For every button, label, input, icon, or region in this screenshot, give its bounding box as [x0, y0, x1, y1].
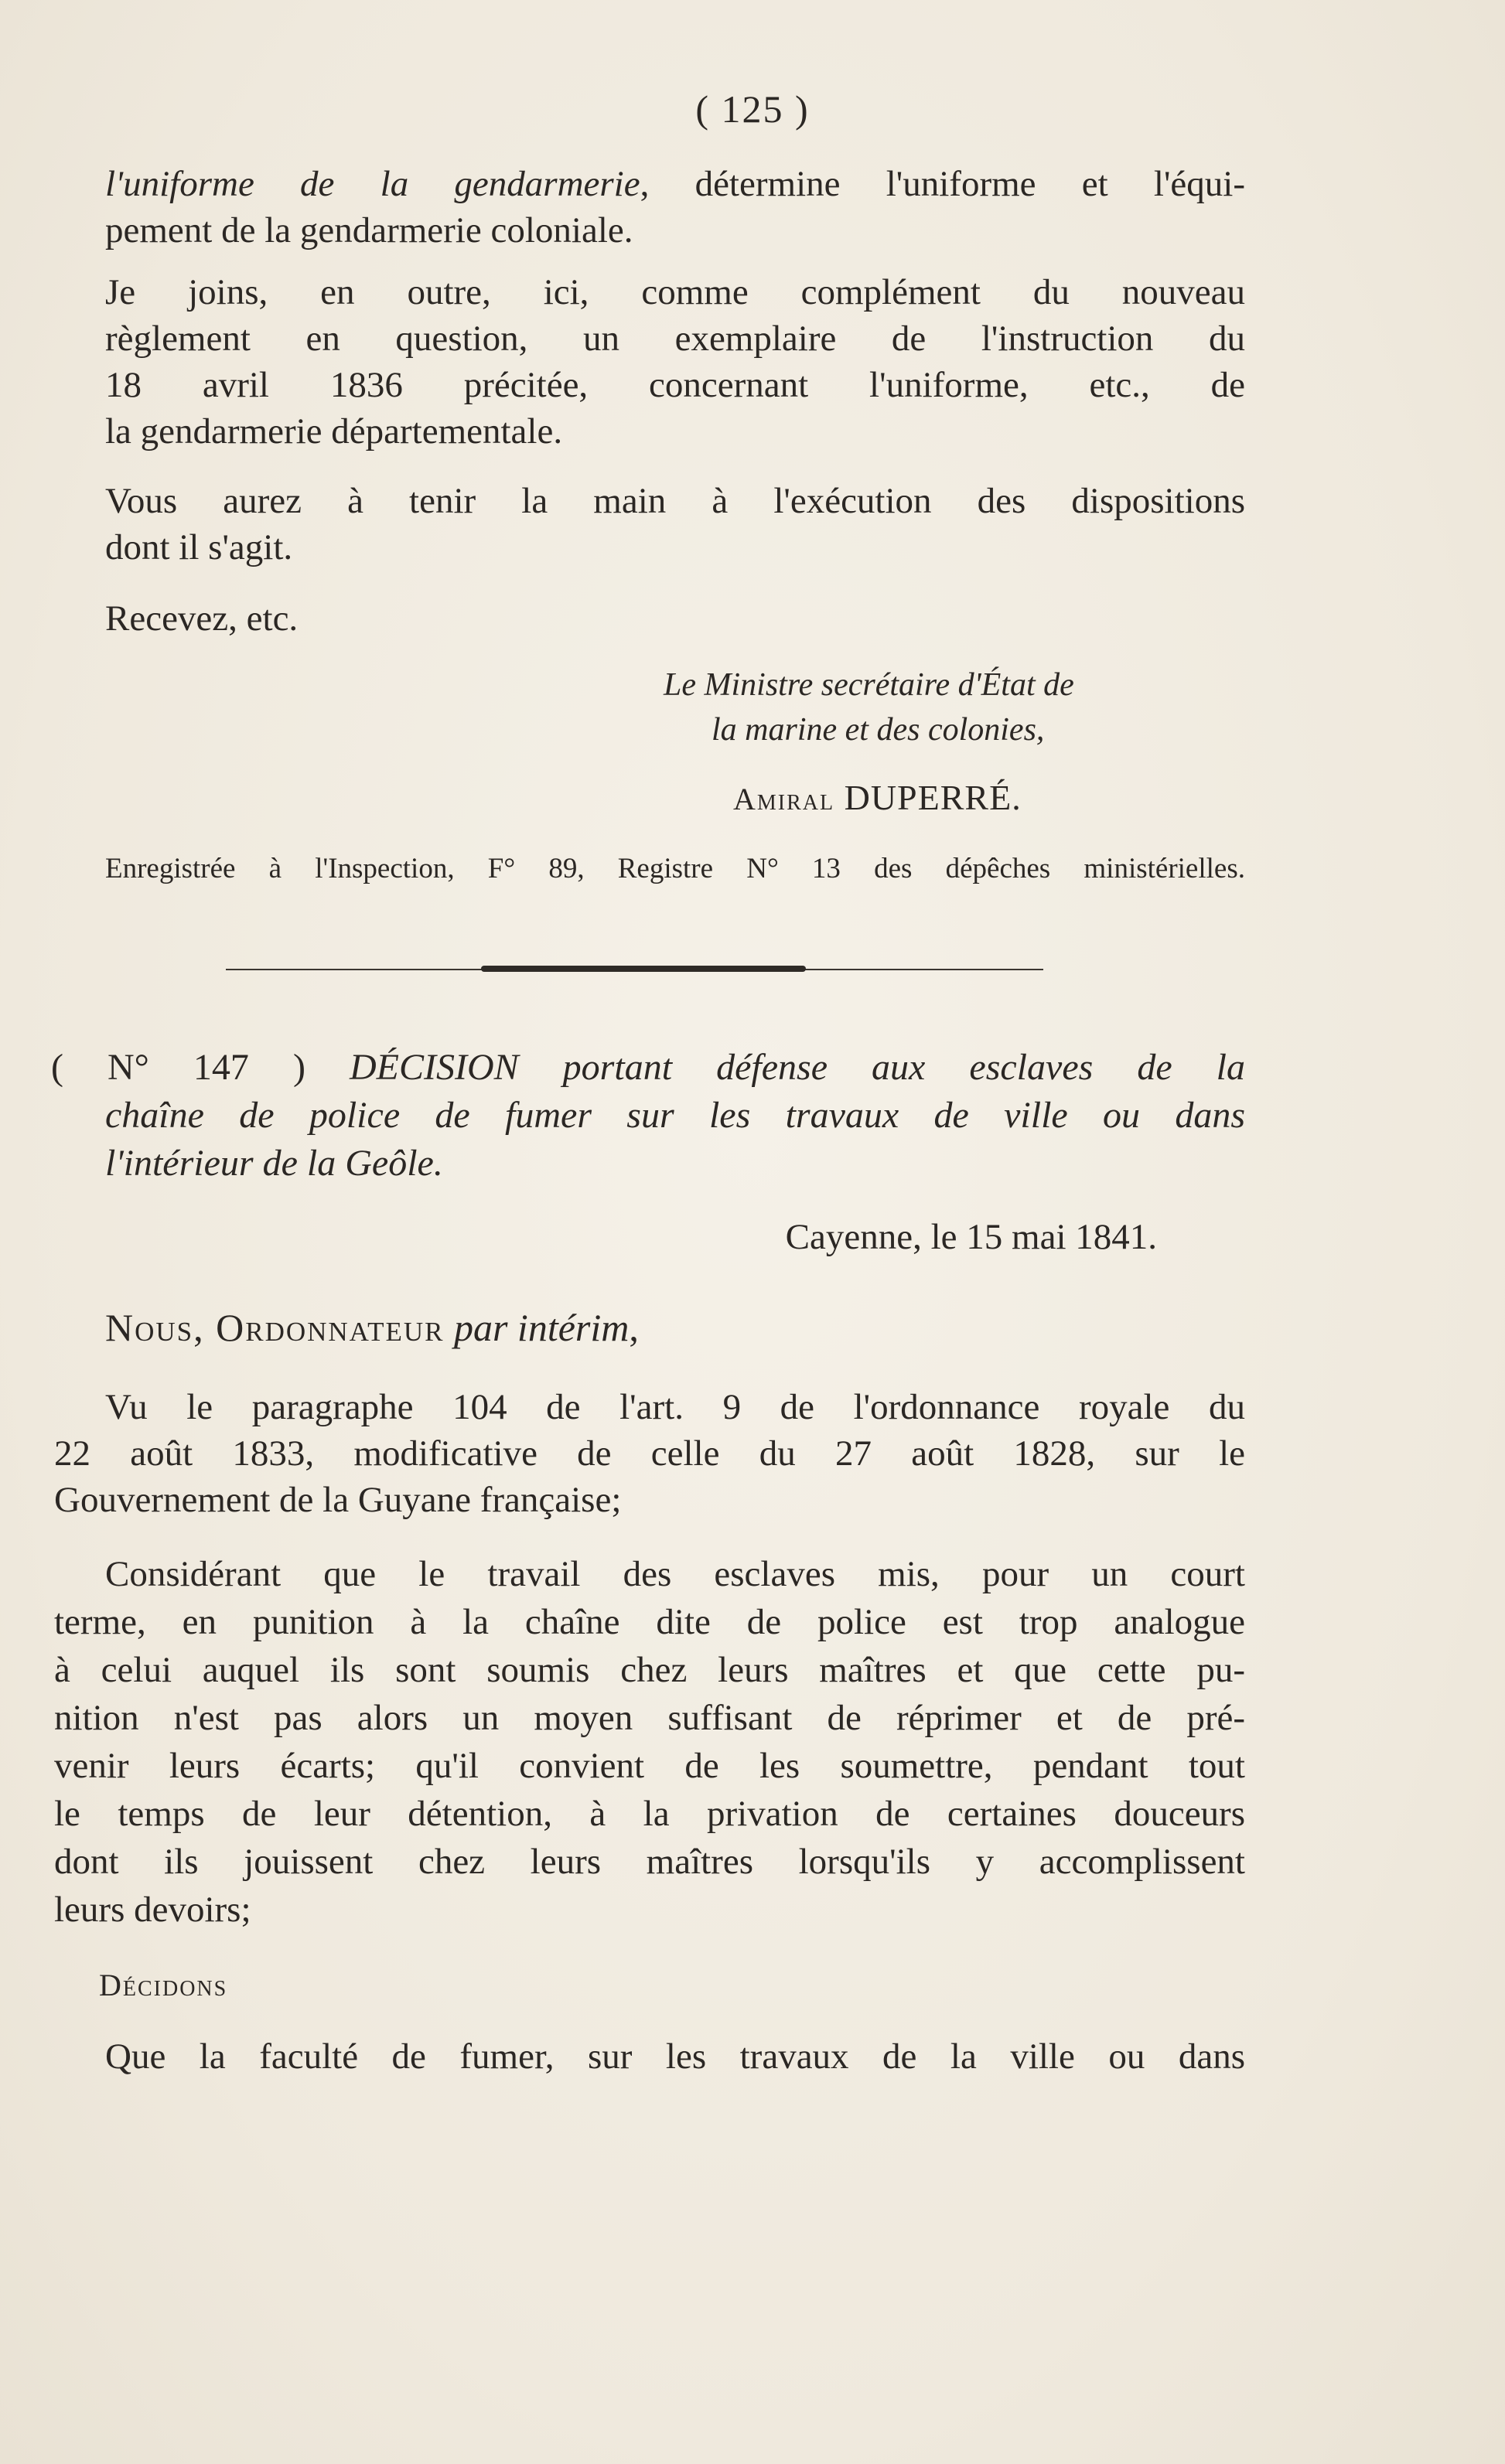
text-line: Gouvernement de la Guyane française;	[54, 1480, 622, 1520]
text-line: nition n'est pas alors un moyen suffisant de réprimer et de pré-	[54, 1698, 1245, 1738]
text-line: à celui auquel ils sont soumis chez leurs maîtres et que cette pu-	[54, 1650, 1245, 1690]
text-line: Que la faculté de fumer, sur les travaux de la ville ou dans	[105, 2036, 1245, 2077]
decision-title: DÉCISION portant défense aux esclaves de la	[350, 1047, 1246, 1088]
text-line: Considérant que le travail des esclaves mis, pour un court	[105, 1554, 1245, 1594]
text-line: terme, en punition à la chaîne dite de police est trop analogue	[54, 1602, 1245, 1642]
italic-title: l'uniforme de la gendarmerie	[105, 164, 640, 204]
text-line: 22 août 1833, modificative de celle du 27 août 1828, sur le	[54, 1433, 1245, 1474]
section-divider	[226, 968, 1043, 971]
decidons-heading: Décidons	[99, 1968, 228, 2002]
dateline: Cayenne, le 15 mai 1841.	[785, 1217, 1157, 1257]
registration-note: Enregistrée à l'Inspection, F° 89, Registre N° 13 des dépêches ministérielles.	[105, 853, 1245, 884]
decision-heading-line-3: l'intérieur de la Geôle.	[105, 1143, 443, 1184]
text-line: Vu le paragraphe 104 de l'art. 9 de l'ordonnance royale du	[105, 1387, 1245, 1427]
text-line: règlement en question, un exemplaire de l'instruction du	[105, 319, 1245, 359]
text-line: pement de la gendarmerie coloniale.	[105, 210, 633, 250]
signature-line-1: Le Ministre secrétaire d'État de	[664, 667, 1074, 703]
decision-heading-line-2: chaîne de police de fumer sur les travaux de ville ou dans	[105, 1095, 1245, 1136]
text-line: leurs devoirs;	[54, 1890, 251, 1930]
closing-text: Recevez, etc.	[105, 598, 299, 639]
text-line: dont il s'agit.	[105, 527, 293, 567]
decision-number: ( N° 147 )	[51, 1047, 305, 1088]
text-line: la gendarmerie départementale.	[105, 411, 563, 452]
page-number: ( 125 )	[695, 87, 810, 131]
text-line: dont ils jouissent chez leurs maîtres lorsqu'ils y accomplissent	[54, 1842, 1245, 1882]
decision-heading-line-1	[51, 1044, 1245, 1092]
text-line: Je joins, en outre, ici, comme complément du nouveau	[105, 272, 1245, 312]
text-line: l'uniforme de la gendarmerie, détermine l'uniforme et l'équi-	[105, 164, 1245, 204]
text-line: le temps de leur détention, à la privation de certaines douceurs	[54, 1794, 1245, 1834]
signature-name: Amiral DUPERRÉ.	[733, 778, 1022, 817]
signature-line-2: la marine et des colonies,	[712, 712, 1045, 748]
nous-ordonnateur: Nous, Ordonnateur par intérim,	[105, 1306, 639, 1349]
text-line: 18 avril 1836 précitée, concernant l'uniforme, etc., de	[105, 365, 1245, 405]
text-line: venir leurs écarts; qu'il convient de les soumettre, pendant tout	[54, 1746, 1245, 1786]
text-line: Vous aurez à tenir la main à l'exécution des dispositions	[105, 481, 1245, 521]
